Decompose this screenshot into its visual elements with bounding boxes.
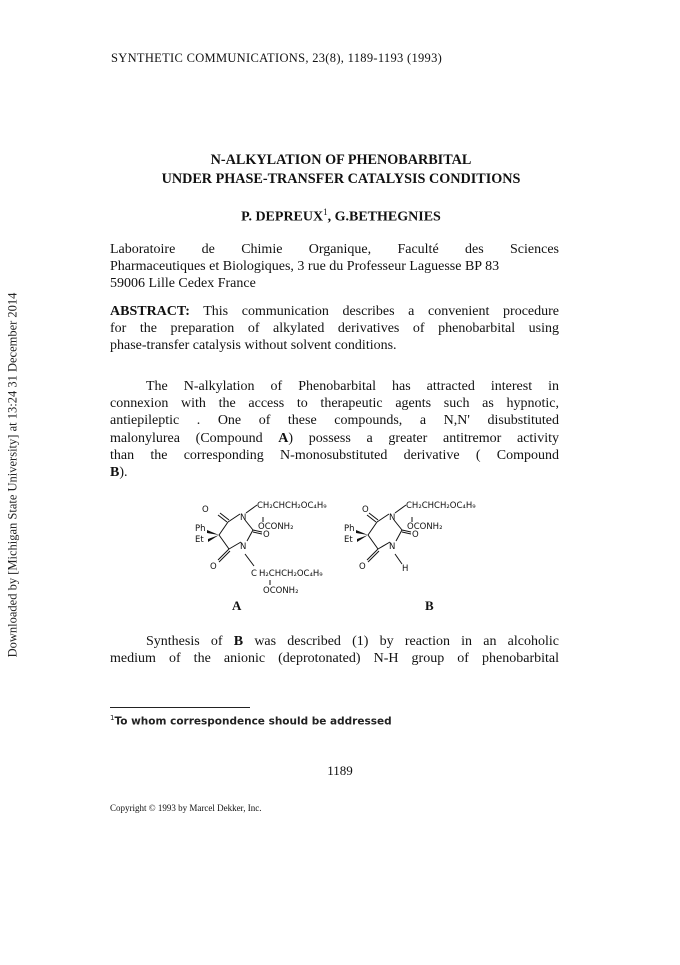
A-carbon-bottom: C [251,569,257,579]
download-watermark-text: Downloaded by [Michigan State University] at 13:24 31 December 2014 [5,292,20,658]
title-line-1: N-ALKYLATION OF PHENOBARBITAL [210,152,472,168]
synthesis-paragraph [110,633,559,667]
B-N1: N [389,513,396,523]
footnote-rule [110,707,250,708]
author-footnote-marker: 1 [323,207,328,217]
B-Et: Et [344,535,353,545]
structure-label-B: B [425,598,434,613]
abstract-line-3: phase-transfer catalysis without solvent conditions. [110,338,397,354]
A-chain-bottom: H₂CHCH₂OC₄H₉ [259,569,323,579]
structure-B-wedges [356,530,368,542]
abstract-line-2: for the preparation of alkylated derivatives of phenobarbital using [110,321,559,337]
synthesis-line-1 [110,633,559,650]
journal-header: SYNTHETIC COMMUNICATIONS, 23(8), 1189-1193 (1993) [111,51,443,65]
synthesis-line-1c: was described (1) by reaction in an alcoholic [243,634,559,649]
B-carbamate-top: OCONH₂ [407,522,443,532]
B-O-top: O [362,505,369,515]
intro-line-4c: ) possess a greater antitremor activity [288,430,559,446]
intro-line-3: antiepileptic . One of these compounds, a N,N' disubstituted [110,413,559,429]
B-O-bottom: O [359,562,366,572]
B-N2: N [389,542,396,552]
A-N1: N [240,513,247,523]
title-line-2: UNDER PHASE-TRANSFER CATALYSIS CONDITIONS [161,171,521,187]
compound-ref-A: A [278,430,289,446]
intro-line-4a: malonylurea (Compound [110,430,279,446]
intro-line-6b: ). [119,465,128,481]
intro-line-1: The N-alkylation of Phenobarbital has attracted interest in [146,379,559,394]
structure-A-wedges [207,530,219,542]
A-N2: N [240,542,247,552]
A-Ph: Ph [195,524,206,534]
author-2: , G.BETHEGNIES [327,209,441,225]
affiliation-line-3: 59006 Lille Cedex France [110,276,256,292]
A-O-top: O [202,505,209,515]
page-number: 1189 [327,763,353,778]
B-H: H [402,564,409,574]
structure-A-labels [195,501,327,596]
footnote-text: To whom correspondence should be addressed [114,715,392,728]
B-chain-top: CH₂CHCH₂OC₄H₉ [406,501,476,511]
footnote [110,714,392,728]
A-chain-top: CH₂CHCH₂OC₄H₉ [257,501,327,511]
A-carbamate-bottom: OCONH₂ [263,586,299,596]
abstract-text-1: This communication describes a convenient procedure [189,304,559,319]
B-O-right: O [412,530,419,540]
structure-label-A: A [232,598,242,613]
compound-ref-B-2: B [233,634,244,649]
A-O-right: O [263,530,270,540]
B-Ph: Ph [344,524,355,534]
intro-line-2: connexion with the access to therapeutic agents such as hypnotic, [110,396,559,412]
A-Et: Et [195,535,204,545]
A-carbamate-top: OCONH₂ [258,522,294,532]
footnote-marker: 1 [110,714,115,722]
abstract-label: ABSTRACT: [110,304,190,319]
compound-ref-B: B [110,465,120,481]
A-O-bottom: O [210,562,217,572]
copyright: Copyright © 1993 by Marcel Dekker, Inc. [110,803,262,813]
author-1: P. DEPREUX [241,209,324,225]
synthesis-line-2: medium of the anionic (deprotonated) N-H group of phenobarbital [110,651,559,667]
synthesis-line-1a: Synthesis of [146,634,234,649]
intro-line-5: than the corresponding N-monosubstituted derivative ( Compound [110,447,559,463]
affiliation-line-2: Pharmaceutiques et Biologiques, 3 rue du Professeur Laguesse BP 83 [110,259,500,275]
affiliation-line-1: Laboratoire de Chimie Organique, Faculté des Sciences [110,242,559,257]
